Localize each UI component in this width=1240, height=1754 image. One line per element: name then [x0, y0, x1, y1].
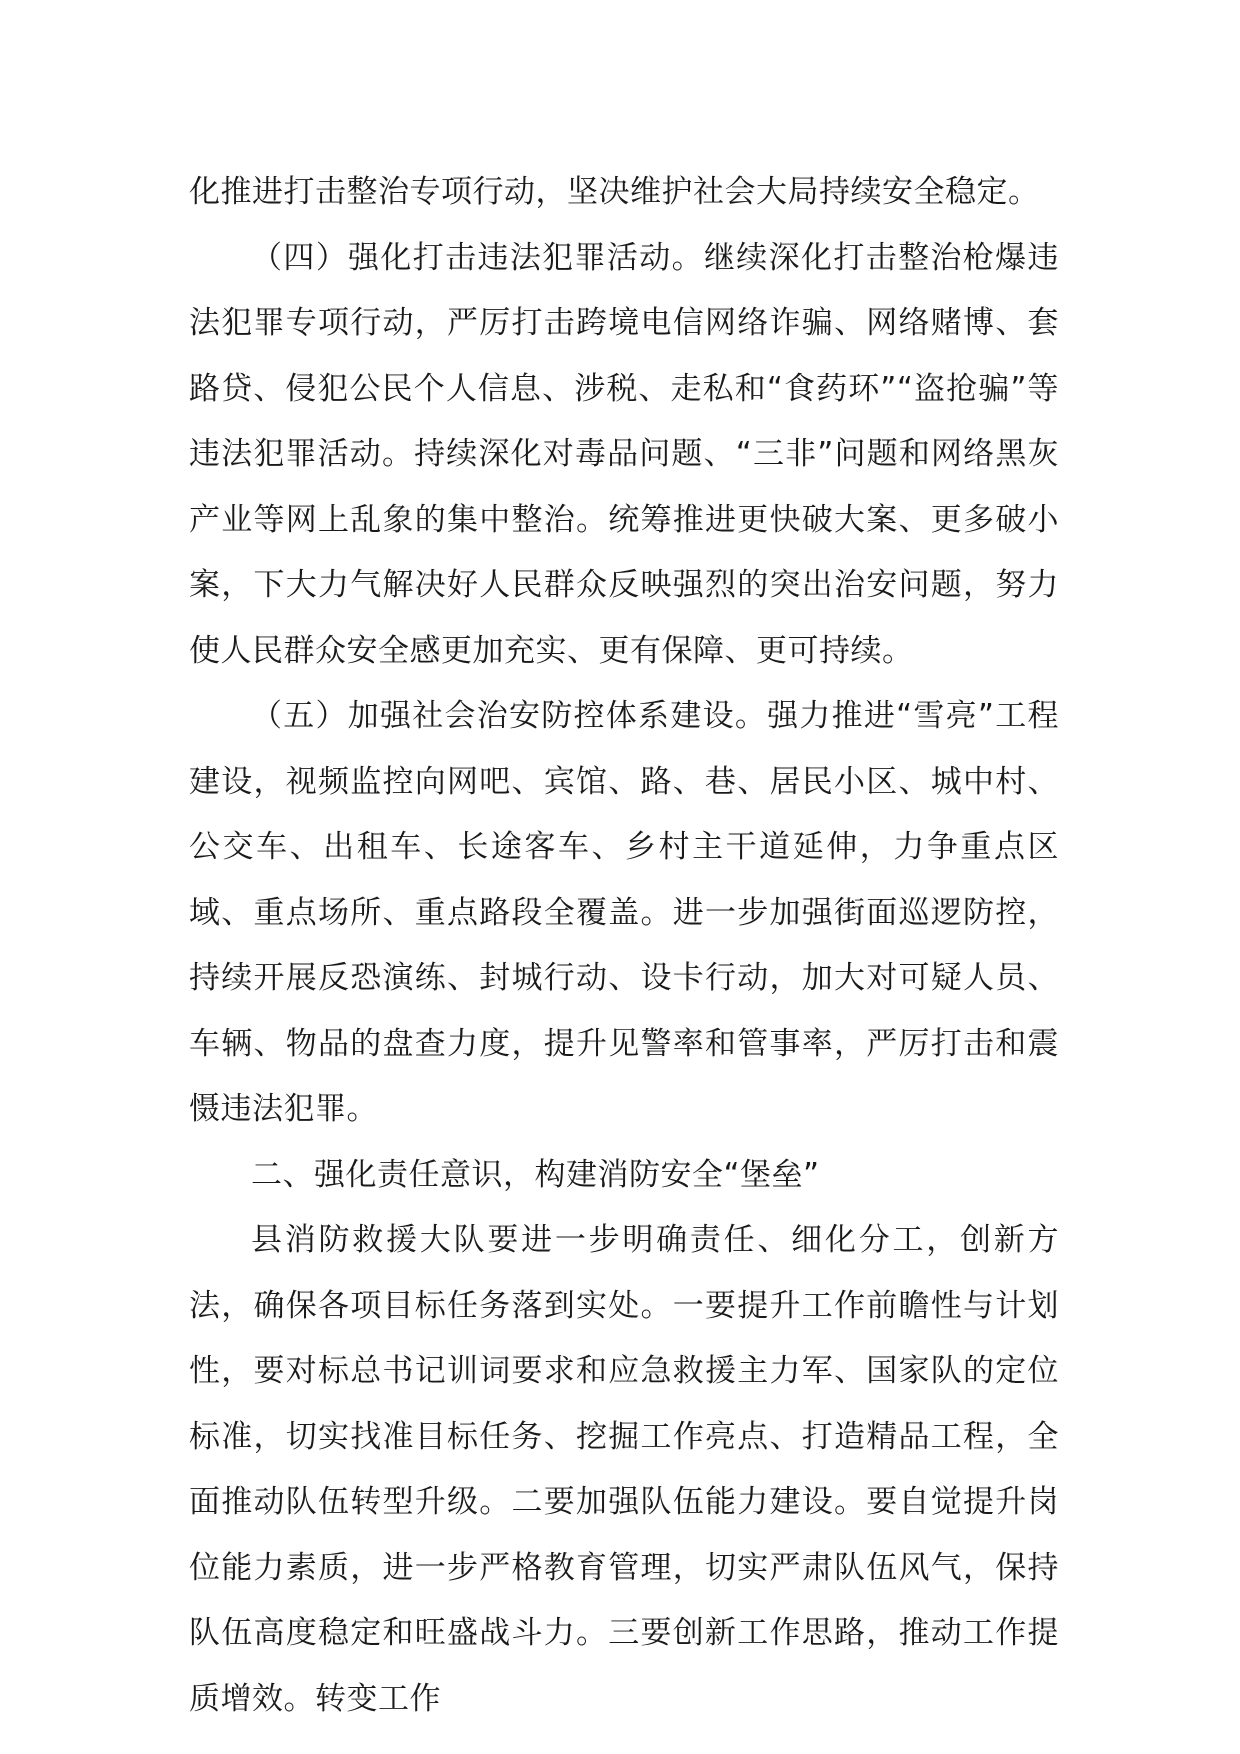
section-heading-two: 二、强化责任意识，构建消防安全“堡垒”	[251, 1156, 820, 1193]
paragraph-section-five: （五）加强社会治安防控体系建设。强力推进“雪亮”工程建设，视频监控向网吧、宾馆、路、巷、居民小区、城中村、公交车、出租车、长途客车、乡村主干道延伸，力争重点区域、重点场所、重点路段全覆盖。进一步加强街面巡逻防控，持续开展反恐演练、封城行动、设卡行动，加大对可疑人员、车辆、物品的盘查力度，提升见警率和管事率，严厉打击和震慑违法犯罪。	[189, 698, 1059, 1127]
document-body	[189, 160, 1059, 1732]
paragraph-continuation: 化推进打击整治专项行动，坚决维护社会大局持续安全稳定。	[189, 174, 1040, 210]
paragraph-fire-brigade: 县消防救援大队要进一步明确责任、细化分工，创新方法，确保各项目标任务落到实处。一要提升工作前瞻性与计划性，要对标总书记训词要求和应急救援主力军、国家队的定位标准，切实找准目标任务、挖掘工作亮点、打造精品工程，全面推动队伍转型升级。二要加强队伍能力建设。要自觉提升岗位能力素质，进一步严格教育管理，切实严肃队伍风气，保持队伍高度稳定和旺盛战斗力。三要创新工作思路，推动工作提质增效。转变工作	[189, 1222, 1059, 1717]
paragraph-section-four: （四）强化打击违法犯罪活动。继续深化打击整治枪爆违法犯罪专项行动，严厉打击跨境电信网络诈骗、网络赌博、套路贷、侵犯公民个人信息、涉税、走私和“食药环”“盗抢骗”等违法犯罪活动。持续深化对毒品问题、“三非”问题和网络黑灰产业等网上乱象的集中整治。统筹推进更快破大案、更多破小案，下大力气解决好人民群众反映强烈的突出治安问题，努力使人民群众安全感更加充实、更有保障、更可持续。	[189, 239, 1059, 669]
